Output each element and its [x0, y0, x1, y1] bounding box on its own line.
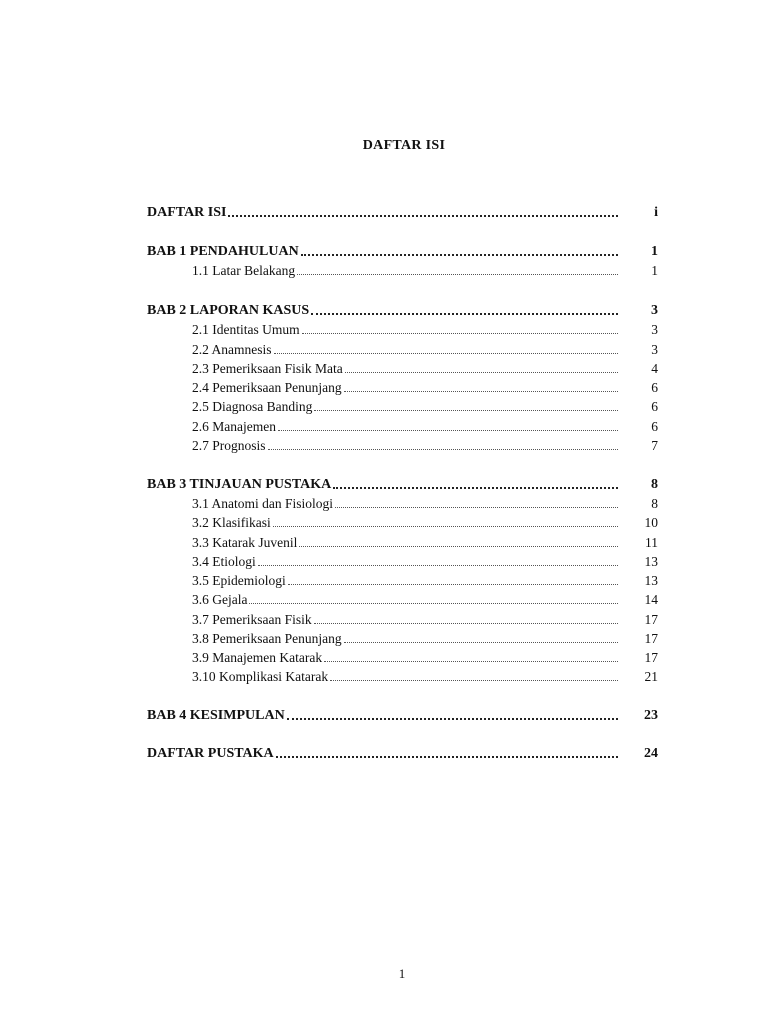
toc-section-entry: [192, 572, 658, 590]
toc-entry-label: 3.5 Epidemiologi: [192, 573, 286, 588]
toc-entry-page: 23: [644, 708, 658, 723]
toc-entry-page: 3: [651, 303, 658, 318]
toc-section-entry: [192, 553, 658, 571]
dot-leader: [344, 642, 618, 643]
dot-leader: [311, 313, 618, 315]
toc-chapter-entry: [147, 204, 658, 222]
dot-leader: [335, 507, 618, 508]
toc-entry-label: 3.1 Anatomi dan Fisiologi: [192, 496, 334, 511]
toc-entry-page: 21: [644, 669, 658, 684]
toc-entry-page: 1: [651, 244, 658, 259]
toc-entry-page: 10: [644, 515, 658, 530]
toc-entry-label: 3.7 Pemeriksaan Fisik: [192, 612, 312, 627]
page-title: DAFTAR ISI: [362, 138, 446, 153]
toc-section-entry: [192, 611, 658, 629]
toc-entry-page: 17: [644, 612, 658, 627]
toc-section-entry: [192, 437, 658, 455]
toc-chapter-entry: [147, 707, 658, 725]
dot-leader: [297, 274, 618, 275]
dot-leader: [299, 546, 618, 547]
toc-section-entry: [192, 360, 658, 378]
toc-entry-label: 1.1 Latar Belakang: [192, 263, 296, 278]
toc-section-entry: [192, 630, 658, 648]
toc-entry-page: 13: [644, 573, 658, 588]
toc-entry-label: 2.7 Prognosis: [192, 438, 266, 453]
toc-section-entry: [192, 398, 658, 416]
dot-leader: [302, 333, 618, 334]
toc-section-entry: [192, 262, 658, 280]
toc-entry-page: 11: [645, 535, 658, 550]
toc-entry-label: 3.9 Manajemen Katarak: [192, 650, 323, 665]
toc-entry-page: 1: [651, 263, 658, 278]
toc-entry-page: 6: [651, 399, 658, 414]
toc-section-entry: [192, 321, 658, 339]
toc-section-entry: [192, 649, 658, 667]
toc-entry-label: 2.6 Manajemen: [192, 419, 276, 434]
toc-entry-page: 6: [651, 380, 658, 395]
toc-entry-page: i: [654, 205, 658, 220]
dot-leader: [274, 353, 619, 354]
toc-entry-page: 8: [651, 496, 658, 511]
toc-chapter-entry: [147, 243, 658, 261]
dot-leader: [276, 756, 618, 758]
toc-chapter-entry: [147, 476, 658, 494]
dot-leader: [258, 565, 618, 566]
toc-entry-page: 17: [644, 631, 658, 646]
toc-section-entry: [192, 534, 658, 552]
toc-entry-page: 13: [644, 554, 658, 569]
dot-leader: [330, 680, 618, 681]
toc-chapter-entry: [147, 302, 658, 320]
toc-section-entry: [192, 514, 658, 532]
toc-entry-label: DAFTAR ISI: [147, 205, 227, 220]
toc-entry-label: 3.3 Katarak Juvenil: [192, 535, 298, 550]
dot-leader: [228, 215, 618, 217]
toc-entry-label: 3.4 Etiologi: [192, 554, 256, 569]
toc-entry-label: BAB 3 TINJAUAN PUSTAKA: [147, 477, 332, 492]
toc-section-entry: [192, 668, 658, 686]
toc-entry-label: 2.4 Pemeriksaan Penunjang: [192, 380, 342, 395]
toc-section-entry: [192, 591, 658, 609]
toc-section-entry: [192, 418, 658, 436]
toc-entry-page: 7: [651, 438, 658, 453]
toc-entry-page: 8: [651, 477, 658, 492]
toc-section-entry: [192, 495, 658, 513]
toc-entry-page: 4: [651, 361, 658, 376]
dot-leader: [287, 718, 618, 720]
dot-leader: [344, 391, 618, 392]
toc-entry-page: 3: [651, 342, 658, 357]
toc-entry-label: 2.1 Identitas Umum: [192, 322, 300, 337]
toc-entry-label: DAFTAR PUSTAKA: [147, 746, 274, 761]
dot-leader: [314, 623, 618, 624]
toc-entry-page: 17: [644, 650, 658, 665]
dot-leader: [345, 372, 618, 373]
toc-entry-label: 3.6 Gejala: [192, 592, 248, 607]
toc-entry-label: 3.8 Pemeriksaan Penunjang: [192, 631, 342, 646]
toc-entry-label: BAB 4 KESIMPULAN: [147, 708, 285, 723]
dot-leader: [273, 526, 618, 527]
dot-leader: [324, 661, 618, 662]
dot-leader: [288, 584, 618, 585]
toc-entry-label: 2.3 Pemeriksaan Fisik Mata: [192, 361, 343, 376]
toc-section-entry: [192, 379, 658, 397]
dot-leader: [301, 254, 618, 256]
dot-leader: [268, 449, 618, 450]
toc-entry-label: BAB 2 LAPORAN KASUS: [147, 303, 310, 318]
toc-entry-page: 6: [651, 419, 658, 434]
toc-entry-label: 3.2 Klasifikasi: [192, 515, 271, 530]
toc-entry-label: 3.10 Komplikasi Katarak: [192, 669, 329, 684]
footer-page-number: 1: [398, 966, 406, 981]
toc-entry-label: 2.2 Anamnesis: [192, 342, 272, 357]
dot-leader: [249, 603, 618, 604]
toc-chapter-entry: [147, 745, 658, 763]
toc-entry-page: 24: [644, 746, 658, 761]
toc-entry-page: 14: [644, 592, 658, 607]
dot-leader: [333, 487, 618, 489]
toc-entry-label: 2.5 Diagnosa Banding: [192, 399, 313, 414]
toc-section-entry: [192, 341, 658, 359]
dot-leader: [314, 410, 618, 411]
toc-entry-page: 3: [651, 322, 658, 337]
dot-leader: [278, 430, 618, 431]
toc-entry-label: BAB 1 PENDAHULUAN: [147, 244, 299, 259]
